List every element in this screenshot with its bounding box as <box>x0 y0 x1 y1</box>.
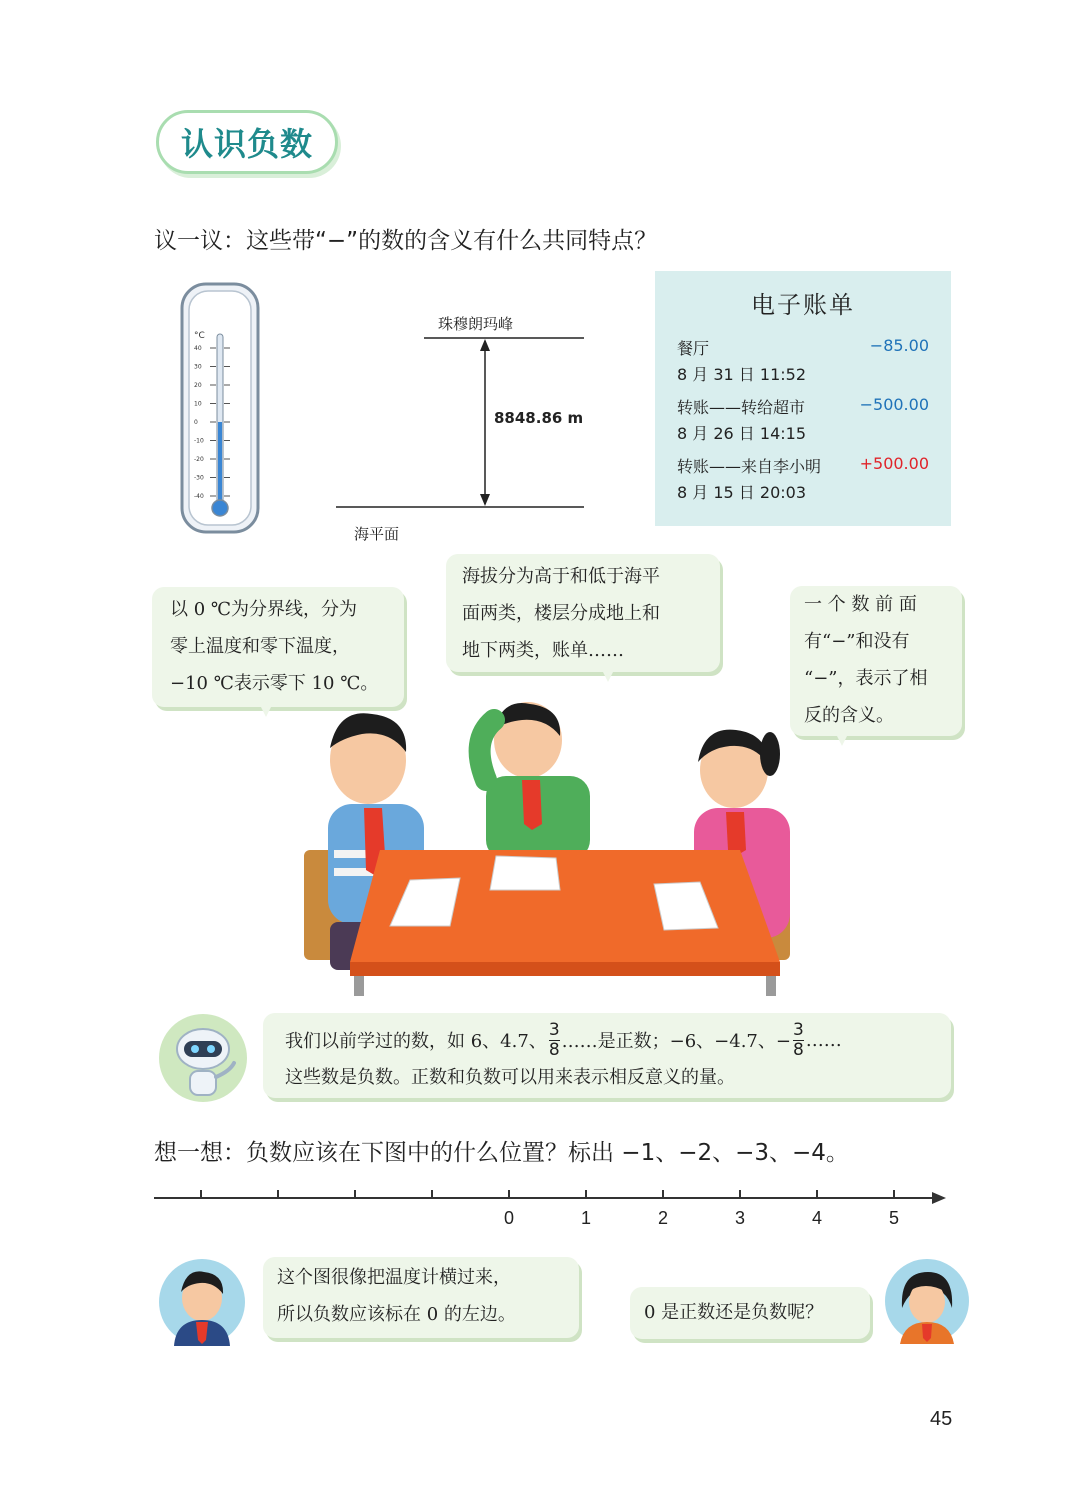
discuss-question <box>154 222 657 255</box>
girl-avatar <box>884 1258 970 1344</box>
thermometer-label: -30 <box>194 474 204 482</box>
bill-row <box>677 395 929 454</box>
number-line-label: 0 <box>503 1208 515 1228</box>
discuss-text: 这些带“−”的数的含义有什么共同特点？ <box>246 228 658 254</box>
arrow-down-icon <box>480 494 490 506</box>
bill-item-amount: −85.00 <box>869 336 929 355</box>
bubble-line: 反的含义。 <box>804 705 894 726</box>
thermometer-label: 20 <box>194 382 202 389</box>
note-text: 这些数是负数。正数和负数可以用来表示相反意义的量。 <box>285 1067 735 1088</box>
bubble-tail <box>602 670 614 682</box>
fraction-denominator: 8 <box>792 1039 804 1060</box>
section-title-pill <box>156 110 338 174</box>
bubble-line: 面两类，楼层分成地上和 <box>462 603 660 624</box>
fraction-numerator: 3 <box>548 1019 560 1040</box>
students-at-table-illustration <box>290 700 810 1000</box>
robot-note-line <box>285 1019 929 1060</box>
electronic-bill <box>655 271 951 526</box>
bubble-line: 有“−”和没有 <box>804 631 910 652</box>
bill-title: 电子账单 <box>751 291 855 319</box>
thermometer-label: -10 <box>194 437 204 445</box>
fraction-denominator: 8 <box>548 1039 560 1060</box>
girl-face-icon <box>884 1258 970 1344</box>
students-scene-icon <box>290 700 810 1000</box>
think-question <box>154 1134 849 1167</box>
fraction <box>548 1019 560 1060</box>
bill-row <box>677 336 929 395</box>
robot-note <box>263 1013 951 1098</box>
bubble-tail <box>260 705 272 717</box>
bubble-line: 零上温度和零下温度， <box>170 636 350 657</box>
think-text: 负数应该在下图中的什么位置？标出 −1、−2、−3、−4。 <box>246 1140 849 1166</box>
boy-face-icon <box>156 1258 248 1346</box>
sea-label: 海平面 <box>354 525 400 543</box>
thermometer-label: -20 <box>194 456 204 463</box>
bill-item-date: 8 月 31 日 11:52 <box>677 365 806 384</box>
page-number: 45 <box>930 1408 953 1430</box>
bubble-line: 0 是正数还是负数呢？ <box>644 1302 824 1323</box>
bill-item-date: 8 月 26 日 14:15 <box>677 424 806 443</box>
thermometer-illustration <box>180 282 260 534</box>
number-line-label: 1 <box>580 1208 592 1228</box>
bill-item-name: 餐厅 <box>677 339 710 358</box>
bill-item-name: 转账——转给超市 <box>677 398 806 417</box>
note-text: ……是正数；−6、−4.7、− <box>561 1031 791 1052</box>
discuss-prefix: 议一议： <box>154 228 246 254</box>
bill-item-amount: +500.00 <box>859 454 929 473</box>
peak-label: 珠穆朗玛峰 <box>438 315 514 333</box>
speech-bubble-right <box>790 586 962 736</box>
boy-avatar <box>156 1258 248 1346</box>
bubble-line: 地下两类，账单…… <box>462 640 624 661</box>
bubble-line: 这个图很像把温度计横过来， <box>277 1267 511 1288</box>
note-text: …… <box>805 1029 842 1051</box>
thermometer-label: 0 <box>194 419 198 426</box>
robot-icon <box>158 1013 248 1103</box>
bubble-line: 以 0 ℃为分界线，分为 <box>170 599 358 620</box>
bill-item-date: 8 月 15 日 20:03 <box>677 483 806 502</box>
boy-speech-bubble <box>263 1257 579 1338</box>
thermometer-label: 40 <box>194 345 202 352</box>
fraction <box>792 1019 804 1060</box>
bill-item-amount: −500.00 <box>859 395 929 414</box>
number-line <box>150 1182 950 1232</box>
number-line-label: 3 <box>734 1208 746 1228</box>
note-text: 我们以前学过的数，如 6、4.7、 <box>285 1031 547 1052</box>
girl-speech-bubble <box>630 1287 870 1339</box>
bubble-line: “−”，表示了相 <box>804 668 928 689</box>
bubble-line: 一 个 数 前 面 <box>804 594 917 615</box>
section-title: 认识负数 <box>180 125 313 163</box>
thermometer-label: -40 <box>194 493 204 500</box>
thermometer-unit: °C <box>194 331 205 341</box>
bubble-line: 所以负数应该标在 0 的左边。 <box>277 1304 516 1325</box>
bill-item-name: 转账——来自李小明 <box>677 457 822 476</box>
thermometer-label: 10 <box>194 400 202 408</box>
fraction-numerator: 3 <box>792 1019 804 1040</box>
number-line-axis <box>150 1182 950 1232</box>
altitude-diagram <box>330 305 595 545</box>
bubble-line: 海拔分为高于和低于海平 <box>462 566 660 587</box>
arrow-up-icon <box>480 339 490 351</box>
bubble-tail <box>836 734 848 746</box>
bill-row <box>677 454 929 513</box>
arrow-right-icon <box>932 1192 946 1204</box>
height-label: 8848.86 m <box>494 409 584 427</box>
thermometer-label: 30 <box>194 363 202 371</box>
number-line-label: 4 <box>811 1208 823 1228</box>
speech-bubble-left <box>152 587 404 707</box>
thermometer-icon <box>180 282 260 534</box>
think-prefix: 想一想： <box>154 1140 246 1166</box>
number-line-label: 2 <box>657 1208 669 1228</box>
speech-bubble-middle <box>446 554 720 672</box>
robot-avatar <box>158 1013 248 1103</box>
bubble-line: −10 ℃表示零下 10 ℃。 <box>170 673 379 694</box>
number-line-label: 5 <box>888 1208 900 1228</box>
